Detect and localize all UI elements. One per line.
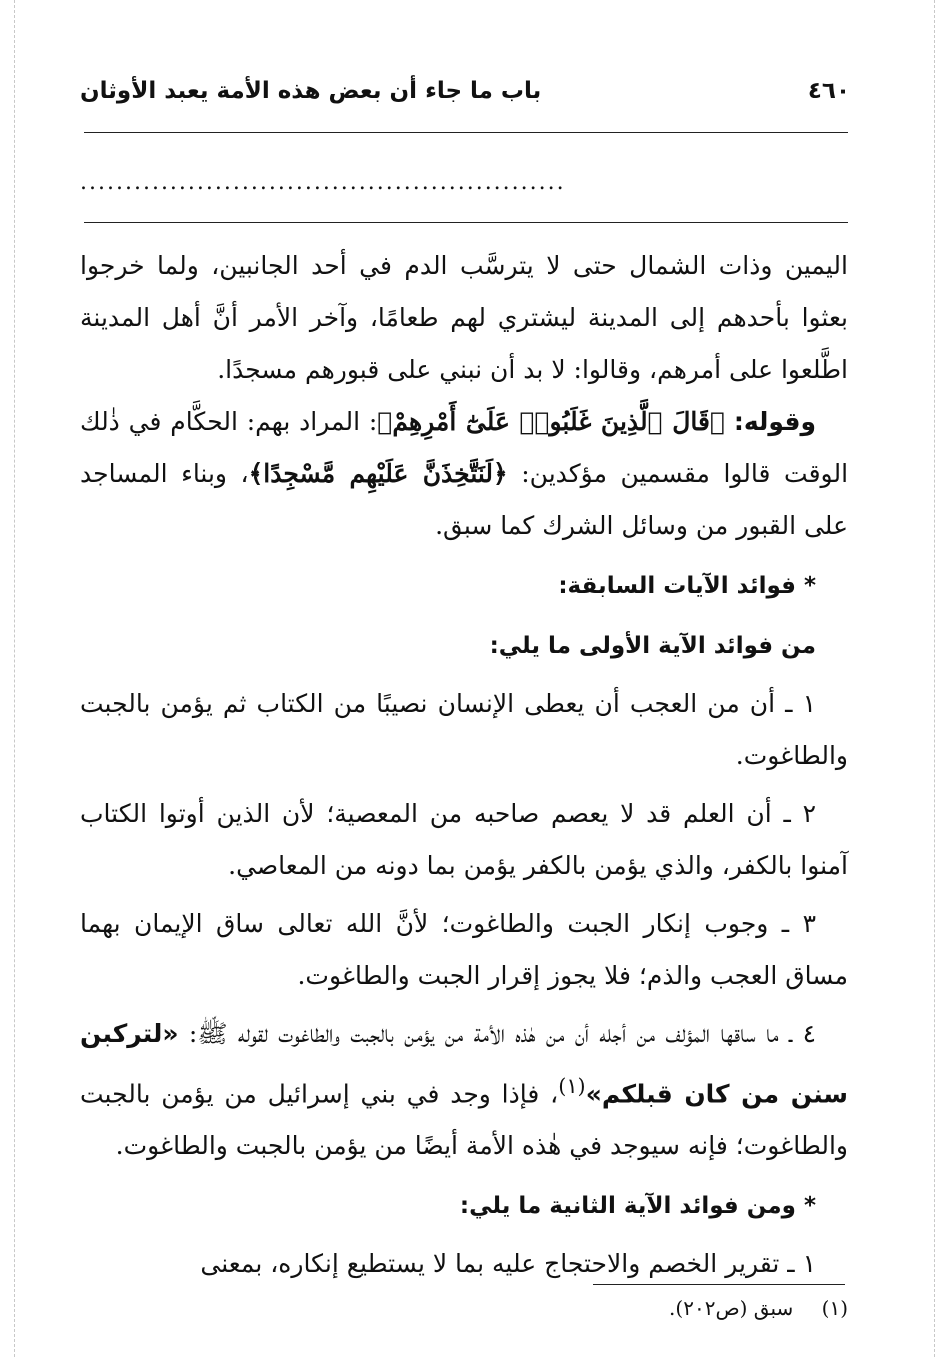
scan-edge-left [14, 0, 15, 1357]
quran-quote-1: ﴿قَالَ ٱلَّذِينَ غَلَبُوا۟ عَلَىٰٓ أَمْرِهِمْ﴾ [377, 407, 725, 436]
paragraph-2-label: وقوله: [733, 407, 816, 436]
list-item-4-end: ، فإذا وجد في بني إسرائيل من يؤمن بالجبت والطاغوت؛ فإنه سيوجد في هٰذه الأمة أيضًا من يؤمن بالجبت والطاغوت. [80, 1079, 848, 1161]
paragraph-2-middle: : المراد بهم: الحكَّام في ذٰلك الوقت قالوا مقسمين مؤكدين: [80, 407, 849, 488]
footnote [669, 1296, 848, 1320]
subheading-second-verse: * ومن فوائد الآية الثانية ما يلي: [459, 1193, 816, 1220]
list-item-1: ١ ـ أن من العجب أن يعطى الإنسان نصيبًا من الكتاب ثم يؤمن بالجبت والطاغوت. [80, 689, 848, 770]
footnote-rule [593, 1284, 845, 1285]
dotted-line: ...................................................... [80, 170, 566, 195]
scan-edge-right [934, 0, 935, 1357]
paragraph-2 [80, 396, 848, 552]
page-number: ٤٦٠ [807, 78, 850, 104]
footnote-number: (١) [821, 1296, 848, 1320]
top-rule [84, 222, 848, 223]
footnote-ref: (١) [558, 1074, 586, 1098]
paragraph-2-end: ، وبناء المساجد على القبور من وسائل الشرك كما سبق. [80, 459, 848, 540]
list-item-2: ٢ ـ أن العلم قد لا يعصم صاحبه من المعصية؛ لأن الذين أوتوا الكتاب آمنوا بالكفر، والذي يؤمن بالكفر يؤمن بما دونه من المعاصي. [80, 799, 848, 880]
main-text [80, 240, 848, 1290]
header-rule [84, 132, 848, 133]
section-heading-benefits: * فوائد الآيات السابقة: [558, 573, 816, 599]
running-title: باب ما جاء أن بعض هذه الأمة يعبد الأوثان [80, 78, 542, 104]
page-header [80, 78, 850, 118]
paragraph-1: اليمين وذات الشمال حتى لا يترسَّب الدم في أحد الجانبين، ولما خرجوا بعثوا بأحدهم إلى المدينة ليشتري لهم طعامًا، وآخر الأمر أنَّ أهل المدينة اطَّلعوا على أمرهم، وقالوا: لا بد أن نبني على قبورهم مسجدًا. [80, 251, 848, 384]
subheading-first-verse: من فوائد الآية الأولى ما يلي: [489, 633, 816, 659]
quran-quote-2: ﴿لَنَتَّخِذَنَّ عَلَيْهِم مَّسْجِدًا﴾ [248, 459, 508, 488]
footnote-text: سبق (ص٢٠٢). [669, 1296, 794, 1320]
list-item-3: ٣ ـ وجوب إنكار الجبت والطاغوت؛ لأنَّ الله تعالى ساق الإيمان بهما مساق العجب والذم؛ فلا يجوز إقرار الجبت والطاغوت. [80, 909, 848, 990]
hadith-quote: «لتركبن سنن من كان قبلكم» [80, 1019, 848, 1109]
list-item-4-start: ٤ ـ ما ساقها المؤلف من أجله أن من هٰذه الأمة من يؤمن بالجبت والطاغوت لقوله ﷺ: [178, 1019, 816, 1048]
list-item-second-1: ١ ـ تقرير الخصم والاحتجاج عليه بما لا يستطيع إنكاره، بمعنى [200, 1249, 816, 1279]
list-item-4 [80, 1008, 848, 1172]
